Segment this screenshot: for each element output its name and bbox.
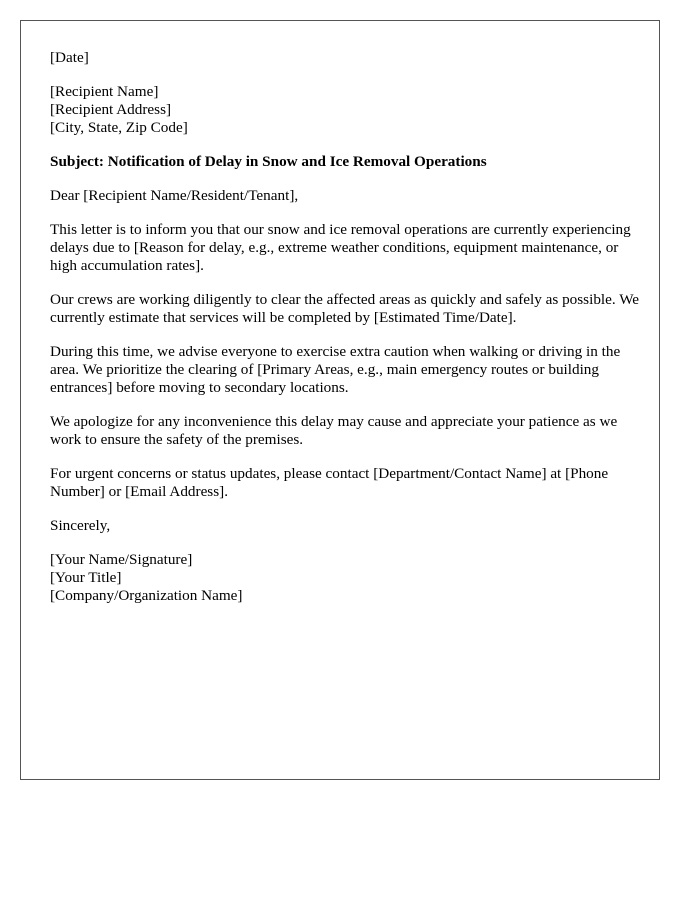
signature-organization: [Company/Organization Name] <box>50 587 243 604</box>
letter-closing: Sincerely, <box>50 517 111 534</box>
paragraph-delay-reason: This letter is to inform you that our snow and ice removal operations are currently experiencing delays due to [Reason for delay, e.g., extreme weather conditions, equipment maintenance, or high accumulation rates]. <box>50 221 631 274</box>
letter-body <box>50 49 640 621</box>
paragraph-caution: During this time, we advise everyone to exercise extra caution when walking or driving in the area. We prioritize the clearing of [Primary Areas, e.g., main emergency routes or building entrances] before moving to secondary locations. <box>50 343 621 396</box>
letter-subject: Subject: Notification of Delay in Snow and Ice Removal Operations <box>50 153 487 170</box>
recipient-address: [Recipient Address] <box>50 101 172 118</box>
paragraph-crews-estimate: Our crews are working diligently to clear the affected areas as quickly and safely as possible. We currently estimate that services will be completed by [Estimated Time/Date]. <box>50 291 640 326</box>
recipient-city-state-zip: [City, State, Zip Code] <box>50 119 188 136</box>
letter-page <box>20 20 660 780</box>
signature-block <box>50 551 640 605</box>
paragraph-apology: We apologize for any inconvenience this delay may cause and appreciate your patience as we work to ensure the safety of the premises. <box>50 413 618 448</box>
signature-name: [Your Name/Signature] <box>50 551 193 568</box>
signature-title: [Your Title] <box>50 569 122 586</box>
paragraph-contact: For urgent concerns or status updates, please contact [Department/Contact Name] at [Phone Number] or [Email Address]. <box>50 465 609 500</box>
recipient-name: [Recipient Name] <box>50 83 159 100</box>
letter-date: [Date] <box>50 49 89 66</box>
letter-salutation: Dear [Recipient Name/Resident/Tenant], <box>50 187 299 204</box>
recipient-block <box>50 83 640 137</box>
